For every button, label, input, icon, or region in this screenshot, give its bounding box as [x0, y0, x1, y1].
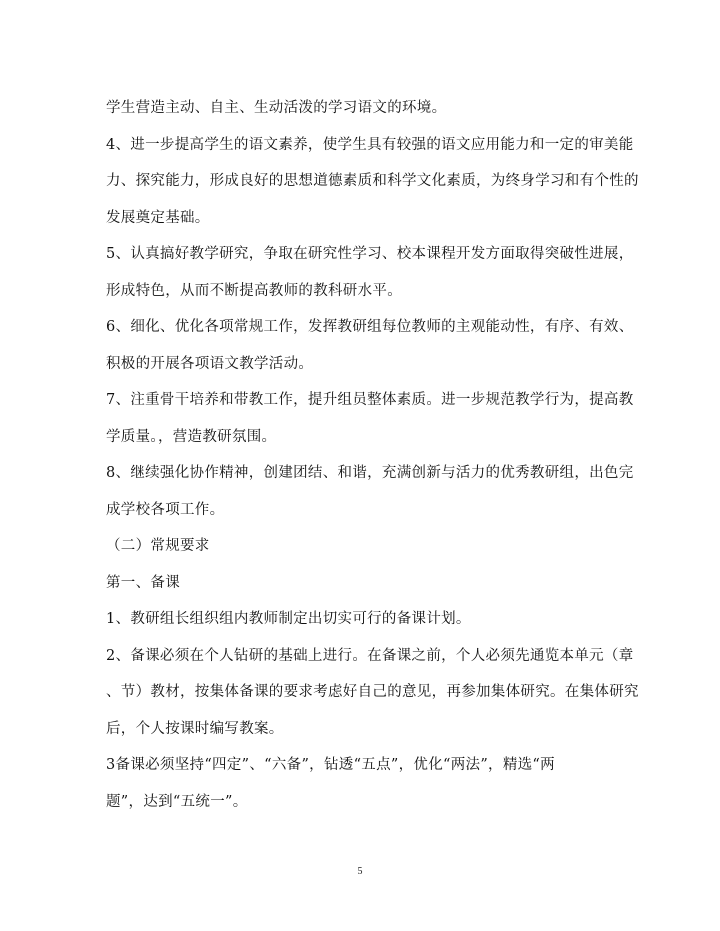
text-line: 题”，达到“五统一”。	[106, 793, 248, 810]
text-line: 1、教研组长组织组内教师制定出切实可行的备课计划。	[106, 611, 471, 627]
text-line: 发展奠定基础。	[106, 209, 210, 226]
subsection-heading: 第一、备课	[106, 574, 180, 591]
text-line: 4、进一步提高学生的语文素养，使学生具有较强的语文应用能力和一定的审美能	[106, 136, 634, 153]
text-line: 成学校各项工作。	[106, 501, 225, 518]
text-line: 、节）教材，按集体备课的要求考虑好自己的意见，再参加集体研究。在集体研究	[106, 684, 639, 700]
page-number: 5	[357, 866, 363, 877]
text-line: 形成特色，从而不断提高教师的教科研水平。	[106, 282, 402, 299]
text-line: 积极的开展各项语文教学活动。	[106, 355, 314, 372]
text-line: 学生营造主动、自主、生动活泼的学习语文的环境。	[106, 100, 447, 116]
text-line: 5、认真搞好教学研究，争取在研究性学习、校本课程开发方面取得突破性进展，	[106, 246, 634, 262]
text-line: 2、备课必须在个人钻研的基础上进行。在备课之前，个人必须先通览本单元（章	[106, 647, 634, 664]
text-line: 力、探究能力，形成良好的思想道德素质和科学文化素质，为终身学习和有个性的	[106, 173, 639, 189]
text-line: 学质量。，营造教研氛围。	[106, 428, 277, 445]
text-line: 3备课必须坚持“四定”、“六备”，钻透“五点”，优化“两法”，精选“两	[106, 757, 555, 773]
text-line: 8、继续强化协作精神，创建团结、和谐，充满创新与活力的优秀教研组，出色完	[106, 465, 634, 481]
page-body	[106, 90, 639, 820]
text-line: 后，个人按课时编写教案。	[106, 720, 284, 737]
section-heading: （二）常规要求	[106, 538, 210, 554]
text-line: 7、注重骨干培养和带教工作，提升组员整体素质。进一步规范教学行为，提高教	[106, 392, 634, 408]
text-line: 6、细化、优化各项常规工作，发挥教研组每位教师的主观能动性，有序、有效、	[106, 319, 634, 335]
